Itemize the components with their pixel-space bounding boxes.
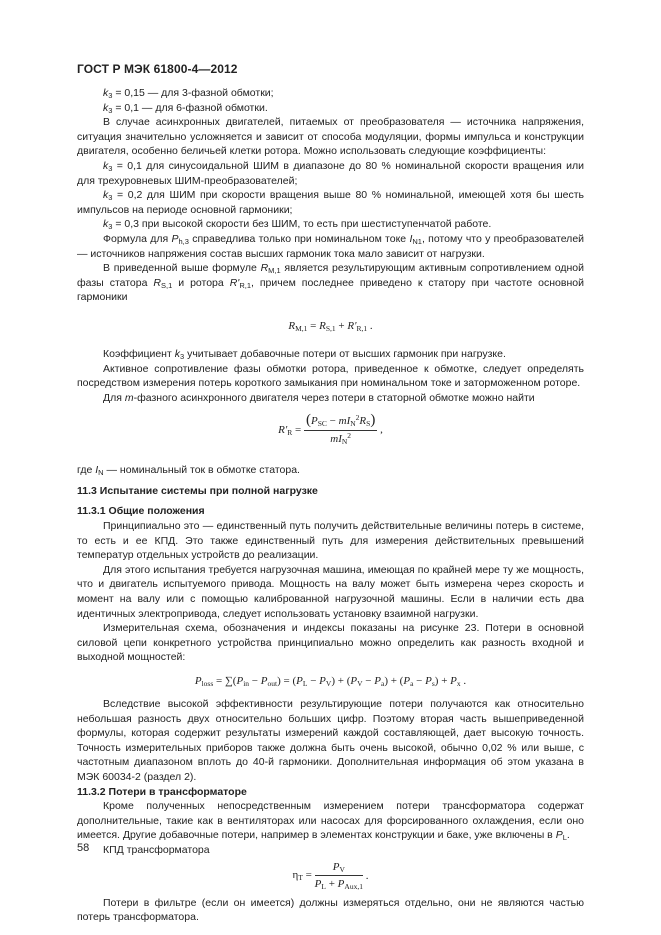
page-number: 58 bbox=[77, 842, 90, 854]
paragraph-async-motors: В случае асинхронных двигателей, питаемых от преобразователя — источника напряжения, ситуация значительно усложняется и зависит от способа модуляции, формы импульса и конструкции двигателя, особенно беличьей клетки ротора. Можно использовать следующие коэффициенты: bbox=[77, 116, 584, 158]
document-header: ГОСТ Р МЭК 61800-4—2012 bbox=[77, 62, 238, 76]
paragraph-measurement-scheme: Измерительная схема, обозначения и индексы показаны на рисунке 23. Потери в основной силовой цепи конкретного устройства принципиально можно определить как разность входной и выходной мощностей: bbox=[77, 622, 584, 664]
k3-line-3phase: $k_3 = 0,15$ — для 3-фазной обмотки; bbox=[103, 87, 274, 100]
formula-rm1: $R_{M,1} = R_{S,1} + R'_{R,1}$ . bbox=[288, 319, 373, 333]
formula-transformer-efficiency: $\eta_T$ = $\frac{P_V}{P_L + P_{Aux,1}}$ . bbox=[292, 860, 369, 892]
paragraph-k3-coefficient: Коэффициент $k_3$ учитывает добавочные потери от высших гармоник при нагрузке. bbox=[103, 347, 506, 361]
paragraph-transformer-losses: Кроме полученных непосредственным измерением потери трансформатора содержат дополнительные, такие как в вентиляторах или насосах для форсированного охлаждения, если оно имеется. Другие добавочные потери, например в элементах конструкции и баке, уже включены в $P_L$. bbox=[77, 800, 584, 843]
document-body bbox=[77, 86, 584, 925]
paragraph-m-phase: Для m-фазного асинхронного двигателя через потери в статорной обмотке можно найти bbox=[103, 391, 535, 404]
paragraph-filter-losses: Потери в фильтре (если он имеется) должны измеряться отдельно, они не являются частью потерь трансформатора. bbox=[77, 896, 584, 924]
k3-line-sine-pwm: $k_3 = 0,1$ для синусоидальной ШИМ в диапазоне до 80 % номинальной скорости вращения или для трехуровневых ШИМ-преобразователей; bbox=[77, 159, 585, 187]
k3-line-six-step: $k_3 = 0,3$ при высокой скорости без ШИМ, то есть при шестиступенчатой работе. bbox=[103, 218, 492, 232]
paragraph-ph3-formula: Формула для $P_{h,3}$ справедлива только при номинальном токе $I_{N1}$, потому что у преобразователей — источников напряжения состав высших гармоник тока мало зависит от нагрузки. bbox=[77, 232, 585, 260]
paragraph-efficiency: Вследствие высокой эффективности результирующие потери получаются как относительно небольшая разность двух относительно больших цифр. Поэтому вторая часть вышеприведенной формулы, которая содержит результаты измерений каждой составляющей, дает высокую точность. Точность измерительных приборов также должна быть очень высокой, обычно 0,02 % или выше, с частотным диапазоном вплоть до 40-й гармоники. Дополнительная информация об этом указана в МЭК 60034-2 (раздел 2). bbox=[77, 698, 584, 783]
paragraph-rotor-resistance: Активное сопротивление фазы обмотки ротора, приведенное к обмотке, следует определять посредством измерения потерь короткого замыкания при номинальном токе и заторможенном роторе. bbox=[77, 362, 584, 390]
formula-rotor-resistance: $R'_R$ = $\frac{(P_{SC} - mI_N^2R_S)}{mI_N^2}$ , bbox=[278, 412, 383, 446]
paragraph-load-machine: Для этого испытания требуется нагрузочная машина, имеющая по крайней мере ту же мощность, что и двигатель испытуемого привода. Мощность на валу может быть измерена через скорость и момент на валу или с помощью калиброванной нагрузочной машины. Если в наличии есть два идентичных электропривода, следует использовать установку взаимной нагрузки. bbox=[77, 563, 584, 620]
paragraph-rm1: В приведенной выше формуле $R_{M,1}$ является результирующим активным сопротивлением одной фазы статора $R_{S,1}$ и ротора $R'_{R,1}$, причем последнее приведено к статору при частоте основной гармоники bbox=[77, 262, 584, 304]
paragraph-principle: Принципиально это — единственный путь получить действительные величины потерь в системе, то есть и ее КПД. Это также единственный путь для измерения действительных превышений температур отдельных устройств до реализации. bbox=[77, 520, 584, 562]
paragraph-transformer-efficiency: КПД трансформатора bbox=[103, 843, 210, 856]
k3-line-6phase: $k_3 = 0,1$ — для 6-фазной обмотки. bbox=[103, 101, 268, 115]
paragraph-where-in: где $I_N$ — номинальный ток в обмотке статора. bbox=[77, 464, 300, 478]
section-heading-11-3-1: 11.3.1 Общие положения bbox=[77, 505, 205, 518]
formula-ploss: $P_{loss} = \sum(P_{in} - P_{out}) = (P_L - P_V) + (P_V - P_a) + (P_a - P_s) + P_x$ . bbox=[194, 675, 467, 688]
section-heading-11-3: 11.3 Испытание системы при полной нагрузке bbox=[77, 484, 318, 497]
k3-line-pwm-above-80: $k_3 = 0,2$ для ШИМ при скорости вращения выше 80 % номинальной, имеющей хотя бы шесть импульсов на периоде основной гармоники; bbox=[77, 189, 584, 216]
section-heading-11-3-2: 11.3.2 Потери в трансформаторе bbox=[77, 785, 247, 798]
